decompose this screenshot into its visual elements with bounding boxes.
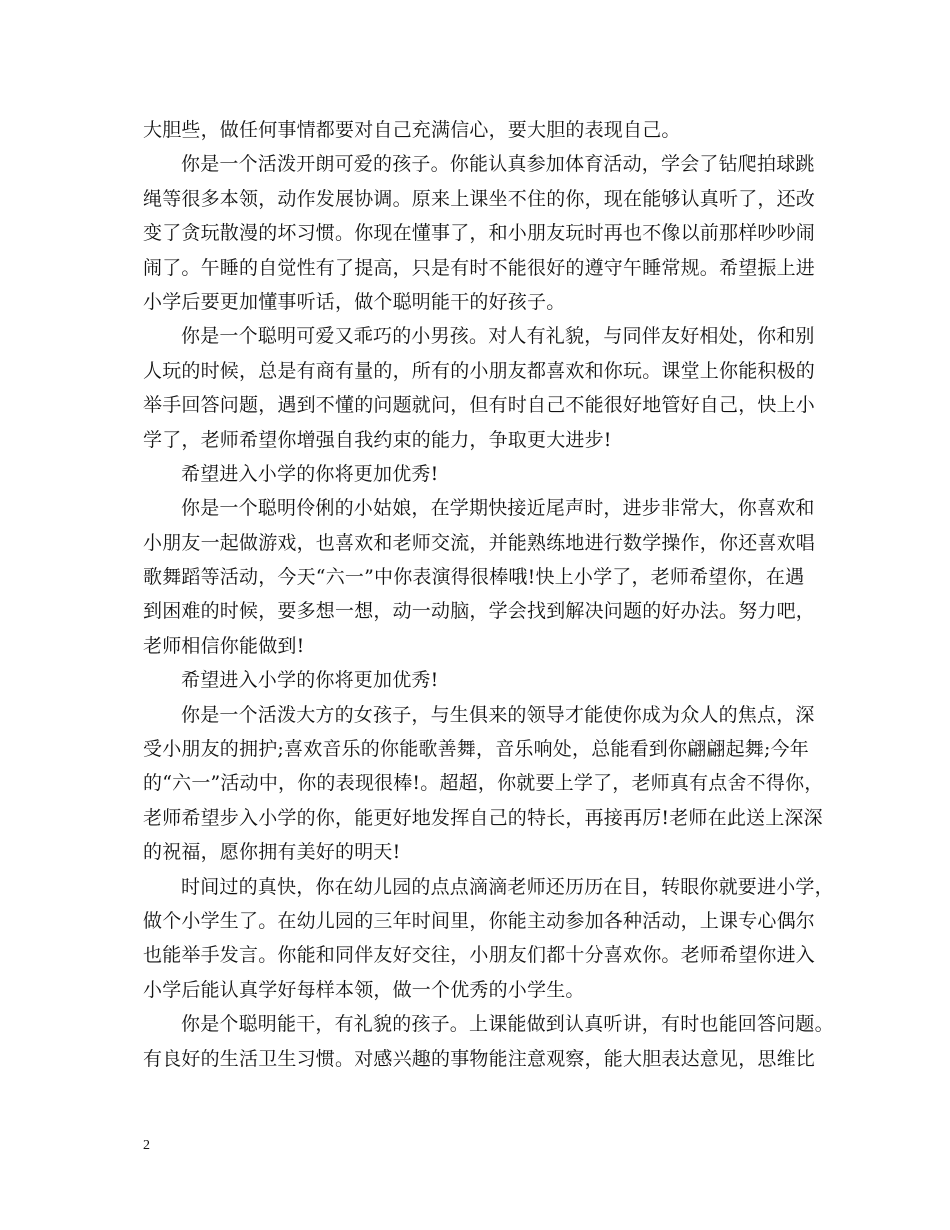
text-line: 你是一个活泼大方的女孩子，与生俱来的领导才能使你成为众人的焦点，深: [181, 703, 815, 726]
text-line: 你是一个活泼开朗可爱的孩子。你能认真参加体育活动，学会了钻爬拍球跳: [181, 153, 815, 176]
text-line: 时间过的真快，你在幼儿园的点点滴滴老师还历历在目，转眼你就要进小学，: [181, 875, 834, 898]
text-line: 做个小学生了。在幼儿园的三年时间里，你能主动参加各种活动，上课专心偶尔: [143, 909, 816, 932]
text-line: 大胆些，做任何事情都要对自己充满信心，要大胆的表现自己。: [143, 119, 681, 141]
text-line: 人玩的时候，总是有商有量的，所有的小朋友都喜欢和你玩。课堂上你能积极的: [143, 359, 816, 382]
text-line: 闹了。午睡的自觉性有了提高，只是有时不能很好的遵守午睡常规。希望振上进: [143, 256, 816, 279]
text-line: 小朋友一起做游戏，也喜欢和老师交流，并能熟练地进行数学操作，你还喜欢唱: [143, 531, 816, 554]
text-line: 的祝福，愿你拥有美好的明天!: [143, 841, 401, 864]
text-line: 老师希望步入小学的你，能更好地发挥自己的特长，再接再厉!老师在此送上深深: [143, 806, 823, 829]
text-line: 变了贪玩散漫的坏习惯。你现在懂事了，和小朋友玩时再也不像以前那样吵吵闹: [143, 222, 816, 245]
text-line: 小学后要更加懂事听话，做个聪明能干的好孩子。: [143, 290, 566, 313]
text-line: 举手回答问题，遇到不懂的问题就问，但有时自己不能很好地管好自己，快上小: [143, 394, 816, 417]
text-line: 的“六一”活动中，你的表现很棒!。超超，你就要上学了，老师真有点舍不得你，: [143, 772, 824, 795]
text-line: 希望进入小学的你将更加优秀!: [181, 462, 439, 485]
text-line: 你是一个聪明伶俐的小姑娘，在学期快接近尾声时，进步非常大，你喜欢和: [181, 497, 815, 520]
text-line: 你是个聪明能干，有礼貌的孩子。上课能做到认真听讲，有时也能回答问题。: [181, 1013, 834, 1036]
text-line: 绳等很多本领，动作发展协调。原来上课坐不住的你，现在能够认真听了，还改: [143, 187, 816, 210]
text-line: 你是一个聪明可爱又乖巧的小男孩。对人有礼貌，与同伴友好相处，你和别: [181, 325, 815, 348]
text-line: 有良好的生活卫生习惯。对感兴趣的事物能注意观察，能大胆表达意见，思维比: [143, 1047, 816, 1070]
text-line: 受小朋友的拥护;喜欢音乐的你能歌善舞，音乐响处，总能看到你翩翩起舞;今年: [143, 738, 810, 761]
text-line: 也能举手发言。你能和同伴友好交往，小朋友们都十分喜欢你。老师希望你进入: [143, 944, 816, 967]
page-number: 2: [143, 1138, 150, 1153]
text-line: 老师相信你能做到!: [143, 634, 305, 657]
text-line: 学了，老师希望你增强自我约束的能力，争取更大进步!: [143, 428, 612, 451]
text-line: 到困难的时候，要多想一想，动一动脑，学会找到解决问题的好办法。努力吧，: [143, 600, 816, 623]
text-line: 歌舞蹈等活动，今天“六一”中你表演得很棒哦!快上小学了，老师希望你，在遇: [143, 566, 805, 589]
text-line: 小学后能认真学好每样本领，做一个优秀的小学生。: [143, 978, 585, 1001]
document-body: [143, 113, 834, 1076]
text-line: 希望进入小学的你将更加优秀!: [181, 669, 439, 692]
